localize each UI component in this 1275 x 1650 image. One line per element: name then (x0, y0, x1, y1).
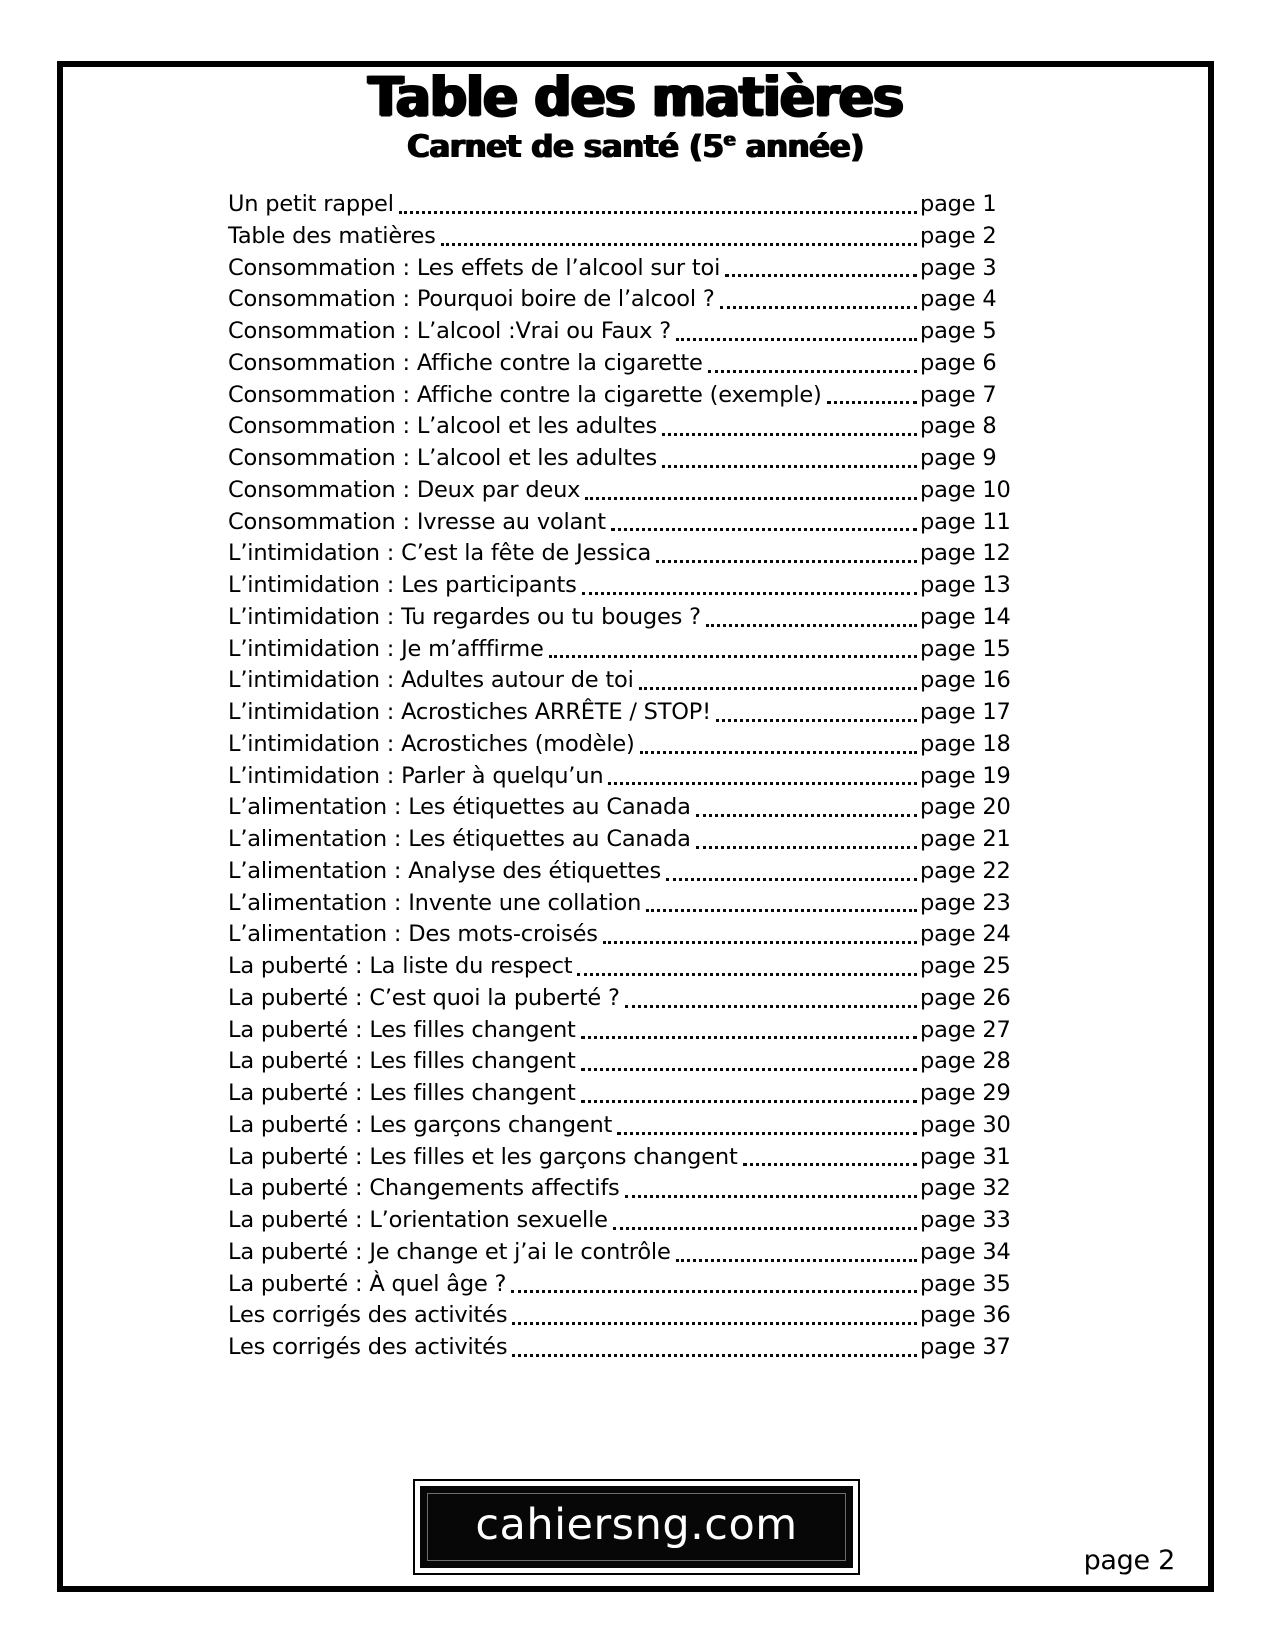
toc-entry-label: L’alimentation : Invente une collation (228, 889, 642, 916)
toc-row (228, 983, 1016, 1015)
toc-dot-leader (720, 306, 917, 309)
toc-row (228, 1046, 1016, 1078)
toc-row (228, 1078, 1016, 1110)
toc-entry-page: page 18 (920, 730, 1011, 757)
toc-dot-leader (549, 655, 917, 658)
toc-entry-label: Consommation : Les effets de l’alcool sur toi (228, 254, 721, 281)
toc-entry-page: page 27 (920, 1016, 1011, 1043)
toc-entry-label: L’intimidation : Adultes autour de toi (228, 667, 634, 694)
toc-entry-page: page 36 (920, 1302, 1011, 1329)
toc-entry-page: page 21 (920, 826, 1011, 852)
toc-row (228, 411, 1016, 443)
toc-entry-label: La puberté : Je change et j’ai le contrôle (228, 1238, 671, 1265)
toc-row (228, 443, 1016, 475)
toc-entry-page: page 6 (920, 349, 997, 376)
site-url: cahiersng.com (475, 1500, 798, 1550)
toc-dot-leader (613, 1227, 917, 1230)
toc-entry-label: Consommation : L’alcool et les adultes (228, 445, 658, 471)
toc-row (228, 634, 1016, 666)
toc-entry-page: page 14 (920, 603, 1011, 630)
toc-entry-label: Les corrigés des activités (228, 1302, 508, 1329)
toc-entry-page: page 15 (920, 635, 1011, 662)
toc-dot-leader (625, 1005, 917, 1008)
toc-entry-label: La puberté : L’orientation sexuelle (228, 1207, 608, 1233)
toc-entry-label: L’intimidation : Acrostiches (modèle) (228, 730, 635, 757)
toc-entry-page: page 19 (920, 762, 1011, 789)
toc-entry-page: page 4 (920, 286, 997, 313)
toc-row (228, 602, 1016, 634)
toc-entry-label: L’alimentation : Les étiquettes au Canada (228, 826, 691, 852)
toc-row (228, 856, 1016, 888)
toc-entry-page: page 10 (920, 476, 1011, 503)
toc-entry-page: page 7 (920, 381, 997, 408)
toc-entry-label: Consommation : Deux par deux (228, 476, 581, 503)
toc-dot-leader (608, 782, 917, 785)
toc-row (228, 348, 1016, 380)
toc-row (228, 475, 1016, 507)
toc-entry-label: Consommation : Affiche contre la cigarette (exemple) (228, 381, 822, 408)
toc-dot-leader (577, 973, 917, 976)
toc-dot-leader (656, 560, 917, 563)
toc-dot-leader (581, 1100, 917, 1103)
toc-row (228, 761, 1016, 793)
toc-entry-label: Table des matières (228, 222, 436, 249)
toc-row (228, 189, 1016, 221)
toc-dot-leader (662, 433, 917, 436)
toc-row (228, 888, 1016, 920)
toc-entry-label: L’intimidation : Acrostiches ARRÊTE / STOP! (228, 699, 711, 725)
toc-entry-label: L’alimentation : Des mots-croisés (228, 921, 598, 948)
toc-dot-leader (512, 1322, 917, 1325)
toc-entry-label: L’intimidation : Les participants (228, 572, 577, 598)
toc-entry-page: page 30 (920, 1111, 1011, 1138)
toc-dot-leader (441, 243, 917, 246)
footer-page-number: page 2 (1083, 1545, 1175, 1576)
page-subtitle (57, 130, 1214, 164)
toc-entry-page: page 29 (920, 1080, 1011, 1106)
toc-dot-leader (625, 1195, 917, 1198)
toc-row (228, 1015, 1016, 1047)
toc-row (228, 697, 1016, 729)
toc-entry-page: page 13 (920, 572, 1011, 598)
subtitle-superscript: e (723, 129, 736, 151)
toc-dot-leader (716, 719, 917, 722)
toc-row (228, 1205, 1016, 1237)
toc-entry-label: L’intimidation : Je m’afffirme (228, 635, 544, 662)
toc-entry-page: page 5 (920, 318, 997, 344)
subtitle-text: Carnet de santé (5 (407, 129, 724, 166)
toc-dot-leader (582, 592, 917, 595)
toc-entry-label: L’intimidation : Tu regardes ou tu bouges ? (228, 603, 701, 630)
toc-entry-page: page 26 (920, 984, 1011, 1011)
toc-row (228, 951, 1016, 983)
toc-dot-leader (646, 909, 917, 912)
toc-row (228, 570, 1016, 602)
toc-row (228, 792, 1016, 824)
toc-dot-leader (581, 1068, 917, 1071)
toc-row (228, 1110, 1016, 1142)
toc-entry-page: page 35 (920, 1270, 1011, 1297)
toc-entry-label: Consommation : L’alcool et les adultes (228, 413, 658, 440)
toc-dot-leader (706, 624, 917, 627)
toc-entry-page: page 32 (920, 1175, 1011, 1202)
toc-row (228, 253, 1016, 285)
toc-entry-label: Les corrigés des activités (228, 1334, 508, 1360)
toc-entry-page: page 25 (920, 953, 1011, 979)
toc-entry-page: page 24 (920, 921, 1011, 948)
toc-dot-leader (708, 370, 917, 373)
toc-dot-leader (696, 846, 917, 849)
toc-row (228, 380, 1016, 412)
toc-entry-label: La puberté : Les filles changent (228, 1080, 576, 1106)
toc-row (228, 919, 1016, 951)
toc-dot-leader (827, 401, 917, 404)
toc-row (228, 507, 1016, 539)
toc-row (228, 824, 1016, 856)
toc-dot-leader (696, 814, 917, 817)
toc-entry-label: L’intimidation : C’est la fête de Jessica (228, 540, 652, 567)
subtitle-text-suffix: année) (735, 129, 864, 166)
toc-dot-leader (640, 751, 917, 754)
toc-entry-page: page 31 (920, 1143, 1011, 1170)
toc-dot-leader (676, 1259, 917, 1262)
toc-row (228, 1300, 1016, 1332)
toc-entry-page: page 33 (920, 1207, 1011, 1233)
toc-entry-label: La puberté : Les filles changent (228, 1048, 576, 1075)
toc-row (228, 316, 1016, 348)
toc-row (228, 1173, 1016, 1205)
toc-entry-label: La puberté : À quel âge ? (228, 1270, 507, 1297)
toc-dot-leader (617, 1132, 917, 1135)
toc-entry-label: La puberté : C’est quoi la puberté ? (228, 984, 620, 1011)
toc-list (228, 189, 1016, 1364)
toc-entry-page: page 23 (920, 889, 1011, 916)
toc-entry-label: La puberté : Les filles et les garçons changent (228, 1143, 738, 1170)
toc-dot-leader (666, 878, 917, 881)
toc-entry-label: Un petit rappel (228, 191, 394, 217)
toc-row (228, 221, 1016, 253)
toc-row (228, 284, 1016, 316)
toc-entry-label: La puberté : Les garçons changent (228, 1111, 613, 1138)
toc-dot-leader (581, 1036, 917, 1039)
toc-entry-label: La puberté : Changements affectifs (228, 1175, 620, 1202)
toc-row (228, 538, 1016, 570)
toc-entry-page: page 11 (920, 508, 1011, 535)
toc-row (228, 665, 1016, 697)
toc-entry-label: Consommation : Affiche contre la cigarette (228, 349, 703, 376)
toc-row (228, 1269, 1016, 1301)
page-header (57, 66, 1214, 166)
toc-dot-leader (512, 1354, 917, 1357)
toc-entry-page: page 22 (920, 857, 1011, 884)
toc-entry-page: page 37 (920, 1334, 1011, 1360)
toc-dot-leader (603, 941, 917, 944)
toc-entry-page: page 1 (920, 191, 997, 217)
toc-entry-label: L’intimidation : Parler à quelqu’un (228, 762, 604, 789)
toc-dot-leader (611, 528, 917, 531)
site-box (413, 1479, 860, 1575)
toc-entry-label: Consommation : Pourquoi boire de l’alcool ? (228, 286, 715, 313)
toc-entry-page: page 2 (920, 222, 997, 249)
toc-dot-leader (743, 1163, 917, 1166)
toc-entry-label: L’alimentation : Analyse des étiquettes (228, 857, 662, 884)
toc-entry-page: page 9 (920, 445, 997, 471)
toc-entry-page: page 3 (920, 254, 997, 281)
toc-entry-label: La puberté : Les filles changent (228, 1016, 576, 1043)
toc-entry-page: page 17 (920, 699, 1011, 725)
toc-dot-leader (399, 211, 917, 214)
toc-dot-leader (725, 274, 917, 277)
toc-entry-label: L’alimentation : Les étiquettes au Canada (228, 794, 691, 821)
toc-dot-leader (676, 338, 917, 341)
toc-entry-label: La puberté : La liste du respect (228, 953, 573, 979)
toc-entry-page: page 28 (920, 1048, 1011, 1075)
toc-entry-label: Consommation : Ivresse au volant (228, 508, 606, 535)
toc-row (228, 1332, 1016, 1364)
toc-entry-page: page 12 (920, 540, 1011, 567)
toc-entry-label: Consommation : L’alcool :Vrai ou Faux ? (228, 318, 671, 344)
toc-entry-page: page 8 (920, 413, 997, 440)
toc-dot-leader (511, 1290, 917, 1293)
toc-dot-leader (639, 687, 917, 690)
page-title: Table des matières (368, 66, 903, 130)
toc-entry-page: page 20 (920, 794, 1011, 821)
toc-row (228, 729, 1016, 761)
toc-entry-page: page 34 (920, 1238, 1011, 1265)
site-box-inner (420, 1486, 853, 1568)
toc-row (228, 1237, 1016, 1269)
toc-row (228, 1142, 1016, 1174)
toc-entry-page: page 16 (920, 667, 1011, 694)
toc-dot-leader (585, 497, 917, 500)
toc-dot-leader (662, 465, 917, 468)
